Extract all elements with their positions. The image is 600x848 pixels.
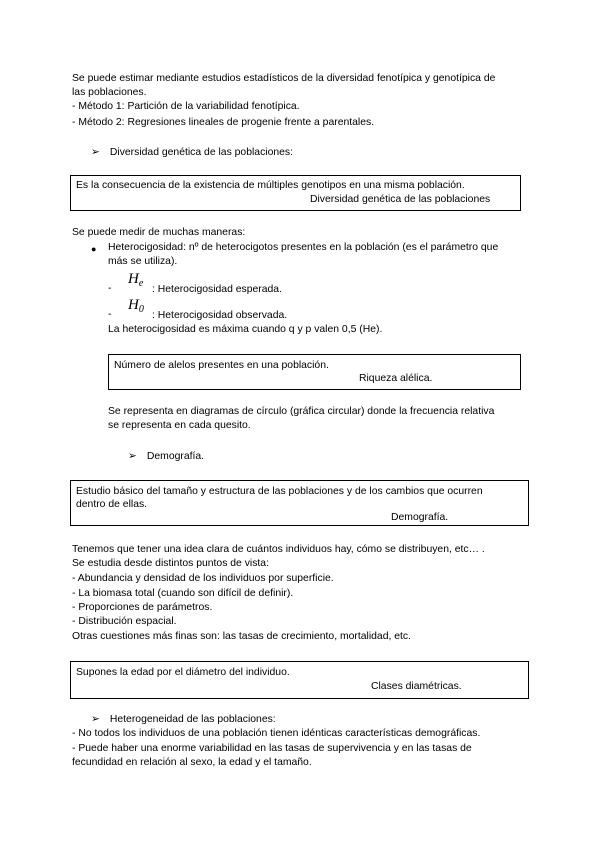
section-heading-text: Demografía. [146,451,205,462]
hetero-line-1: - No todos los individuos de una población tienen idénticas características demográficas. [72,728,481,739]
definition-text: Es la consecuencia de la existencia de múltiples genotipos en una misma población. [76,180,465,191]
dash-bullet: - [108,283,112,294]
he-label: : Heterocigosidad esperada. [152,284,282,295]
definition-term: Clases diamétricas. [371,681,462,692]
definition-box-riqueza [108,354,521,390]
definition-term: Riqueza alélica. [359,373,433,384]
demo-item: - Distribución espacial. [72,616,177,627]
arrow-bullet-icon: ➢ [91,147,100,158]
intro-line-1: Se puede estimar mediante estudios estadísticos de la diversidad fenotípica y genotípica de [72,73,496,84]
represent-line-1: Se representa en diagramas de círculo (gráfica circular) donde la frecuencia relativa [108,406,495,417]
hetero-line-2: - Puede haber una enorme variabilidad en las tasas de supervivencia y en las tasas de [72,743,472,754]
demo-item: - Proporciones de parámetros. [72,602,213,613]
demo-item: - Abundancia y densidad de los individuos por superficie. [72,573,334,584]
definition-term: Diversidad genética de las poblaciones [310,194,491,205]
section-heading-text: Diversidad genética de las poblaciones: [109,147,293,158]
dash-bullet: - [108,309,112,320]
demo-line-1: Tenemos que tener una idea clara de cuántos individuos hay, cómo se distribuyen, etc… . [72,544,485,555]
definition-text: Número de alelos presentes en una población. [114,360,329,371]
ho-symbol: $H_0$ [128,297,144,315]
heterocigosidad-max-note: La heterocigosidad es máxima cuando q y p valen 0,5 (He). [108,324,383,335]
method-1: - Método 1: Partición de la variabilidad fenotípica. [72,101,300,112]
arrow-bullet-icon: ➢ [128,451,137,462]
definition-text-line-2: dentro de ellas. [76,499,148,510]
hetero-line-3: fecundidad en relación al sexo, la edad y el tamaño. [72,757,312,768]
arrow-bullet-icon: ➢ [91,714,100,725]
measure-intro: Se puede medir de muchas maneras: [72,227,246,238]
heterocigosidad-line-2: más se utiliza). [108,256,178,267]
bullet-icon: ● [91,244,97,254]
definition-box-diversidad [70,175,521,211]
section-heading-text: Heterogeneidad de las poblaciones: [109,714,276,725]
method-2: - Método 2: Regresiones lineales de progenie frente a parentales. [72,117,375,128]
demo-other: Otras cuestiones más finas son: las tasas de crecimiento, mortalidad, etc. [72,631,411,642]
definition-box-demografia [70,480,529,526]
definition-term: Demografía. [391,512,449,523]
section-heading-diversidad [91,146,293,160]
represent-line-2: se representa en cada quesito. [108,420,251,431]
demo-line-2: Se estudia desde distintos puntos de vista: [72,558,269,569]
demo-item: - La biomasa total (cuando son difícil de definir). [72,588,294,599]
ho-label: : Heterocigosidad observada. [152,310,288,321]
definition-text-line-1: Estudio básico del tamaño y estructura de las poblaciones y de los cambios que ocurren [76,486,483,497]
intro-line-2: las poblaciones. [72,87,147,98]
heterocigosidad-line-1: Heterocigosidad: nº de heterocigotos presentes en la población (es el parámetro que [108,242,499,253]
definition-text: Supones la edad por el diámetro del individuo. [76,667,290,678]
definition-box-clases [70,661,529,699]
section-heading-heterogeneidad [91,713,276,727]
he-symbol: $H_e$ [128,271,144,289]
section-heading-demografia [128,450,204,464]
